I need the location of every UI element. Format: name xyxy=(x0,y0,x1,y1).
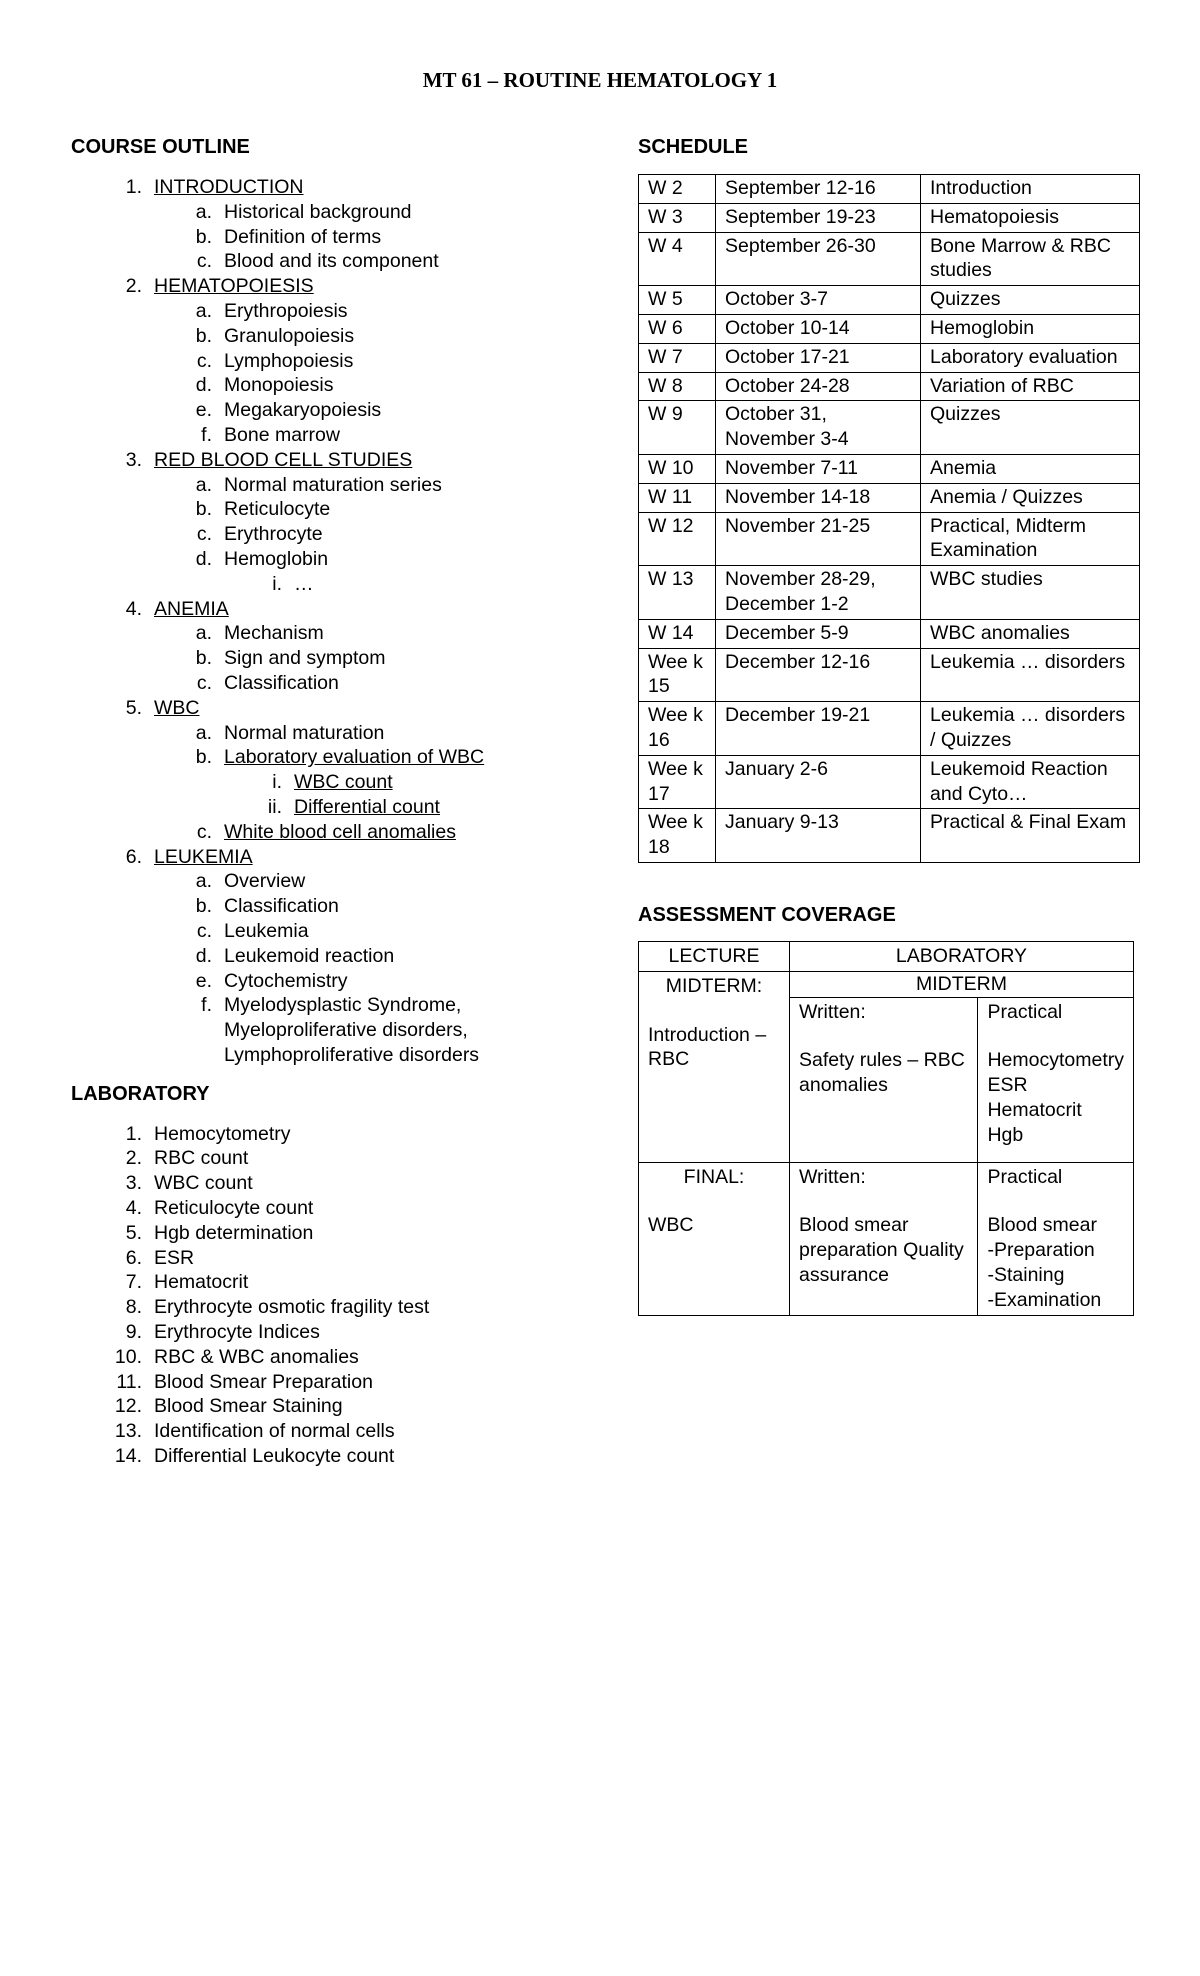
outline-item-label: WBC count xyxy=(294,771,393,794)
outline-item-label: Hemoglobin xyxy=(224,547,329,570)
outline-item xyxy=(71,398,611,423)
outline-item-number: c. xyxy=(196,250,212,273)
laboratory-item-label: Differential Leukocyte count xyxy=(154,1445,395,1468)
schedule-topic: Bone Marrow & RBC studies xyxy=(921,232,1140,286)
laboratory-item-number: 12. xyxy=(114,1395,142,1418)
schedule-row xyxy=(639,566,1140,620)
schedule-dates: December 5-9 xyxy=(716,619,921,648)
outline-item-label: Classification xyxy=(224,671,339,694)
schedule-topic: Leukemoid Reaction and Cyto… xyxy=(921,755,1140,809)
schedule-row xyxy=(639,232,1140,286)
outline-item xyxy=(71,572,611,597)
schedule-dates: September 19-23 xyxy=(716,203,921,232)
laboratory-item-number: 7. xyxy=(125,1271,142,1294)
laboratory-item-label: Identification of normal cells xyxy=(154,1420,395,1443)
schedule-dates: January 9-13 xyxy=(716,809,921,863)
outline-item-label: Reticulocyte xyxy=(224,498,331,521)
schedule-week: W 14 xyxy=(639,619,716,648)
outline-item-label: Megakaryopoiesis xyxy=(224,399,382,422)
laboratory-item-label: Hemocytometry xyxy=(154,1122,291,1145)
outline-item xyxy=(71,373,611,398)
laboratory-list xyxy=(71,1122,611,1469)
schedule-dates: October 31, November 3-4 xyxy=(716,401,921,455)
outline-item-number: 6. xyxy=(125,845,142,868)
assessment-header-row xyxy=(639,941,1134,971)
schedule-topic: WBC anomalies xyxy=(921,619,1140,648)
schedule-row xyxy=(639,203,1140,232)
midterm-written-label: Written: xyxy=(799,1000,866,1023)
outline-item xyxy=(71,646,611,671)
final-row xyxy=(639,1162,1134,1315)
schedule-dates: September 26-30 xyxy=(716,232,921,286)
schedule-row xyxy=(639,454,1140,483)
outline-item xyxy=(71,497,611,522)
outline-item-number: a. xyxy=(195,200,212,223)
schedule-row xyxy=(639,512,1140,566)
outline-item-label: Differential count xyxy=(294,795,440,818)
outline-item-number: f. xyxy=(201,423,212,446)
schedule-week: W 4 xyxy=(639,232,716,286)
schedule-topic: Quizzes xyxy=(921,401,1140,455)
schedule-week: Wee k 15 xyxy=(639,648,716,702)
outline-item xyxy=(71,299,611,324)
schedule-week: Wee k 18 xyxy=(639,809,716,863)
outline-item-number: ii. xyxy=(267,795,282,818)
assessment-table xyxy=(638,941,1134,1316)
schedule-row xyxy=(639,483,1140,512)
outline-item-number: c. xyxy=(196,349,212,372)
laboratory-item xyxy=(71,1196,611,1221)
schedule-dates: September 12-16 xyxy=(716,175,921,204)
midterm-practical-cell xyxy=(978,997,1134,1162)
schedule-dates: November 28-29, December 1-2 xyxy=(716,566,921,620)
outline-item-number: d. xyxy=(195,374,212,397)
schedule-topic: Laboratory evaluation xyxy=(921,343,1140,372)
schedule-week: W 13 xyxy=(639,566,716,620)
schedule-row xyxy=(639,648,1140,702)
schedule-week: W 3 xyxy=(639,203,716,232)
outline-item-number: 2. xyxy=(125,275,142,298)
schedule-topic: Practical & Final Exam xyxy=(921,809,1140,863)
outline-item-label: Definition of terms xyxy=(224,225,382,248)
schedule-row xyxy=(639,372,1140,401)
midterm-lecture-topic: Introduction – RBC xyxy=(648,1023,767,1071)
laboratory-item-number: 13. xyxy=(114,1420,142,1443)
outline-item-number: c. xyxy=(196,523,212,546)
outline-item xyxy=(71,249,611,274)
schedule-week: W 8 xyxy=(639,372,716,401)
outline-item xyxy=(71,845,611,870)
schedule-topic: Introduction xyxy=(921,175,1140,204)
schedule-dates: November 21-25 xyxy=(716,512,921,566)
final-practical-cell xyxy=(978,1162,1134,1315)
outline-item-label: Cytochemistry xyxy=(224,969,348,992)
laboratory-item-number: 11. xyxy=(116,1370,142,1393)
schedule-topic: Leukemia … disorders / Quizzes xyxy=(921,702,1140,756)
outline-item-label: Lymphopoiesis xyxy=(224,349,354,372)
schedule-week: W 9 xyxy=(639,401,716,455)
course-outline-list xyxy=(71,175,611,1068)
schedule-week: W 5 xyxy=(639,286,716,315)
outline-item xyxy=(71,225,611,250)
laboratory-item xyxy=(71,1419,611,1444)
laboratory-item-number: 4. xyxy=(125,1197,142,1220)
outline-item xyxy=(71,597,611,622)
outline-item-label: Sign and symptom xyxy=(224,647,386,670)
schedule-heading: SCHEDULE xyxy=(638,136,749,158)
laboratory-item-label: RBC & WBC anomalies xyxy=(154,1345,359,1368)
laboratory-item-label: Erythrocyte Indices xyxy=(154,1321,320,1344)
outline-item-label: Historical background xyxy=(224,200,412,223)
outline-item xyxy=(71,919,611,944)
outline-item-number: c. xyxy=(196,919,212,942)
outline-item-label: RED BLOOD CELL STUDIES xyxy=(154,448,413,471)
outline-item-label: … xyxy=(294,572,314,595)
outline-item-label: HEMATOPOIESIS xyxy=(154,275,314,298)
outline-item-number: 3. xyxy=(125,448,142,471)
outline-item-number: a. xyxy=(195,622,212,645)
outline-item-label: Classification xyxy=(224,895,339,918)
laboratory-item xyxy=(71,1221,611,1246)
laboratory-item xyxy=(71,1122,611,1147)
midterm-written-cell xyxy=(790,997,978,1162)
outline-item-label: Overview xyxy=(224,870,306,893)
outline-item xyxy=(71,448,611,473)
final-written-label: Written: xyxy=(799,1165,866,1188)
midterm-lecture-cell xyxy=(639,971,790,1162)
outline-item xyxy=(71,795,611,820)
schedule-topic: Practical, Midterm Examination xyxy=(921,512,1140,566)
outline-item xyxy=(71,745,611,770)
outline-item-number: i. xyxy=(272,572,282,595)
laboratory-item-number: 2. xyxy=(125,1147,142,1170)
laboratory-item-label: Blood Smear Staining xyxy=(154,1395,343,1418)
laboratory-item-label: RBC count xyxy=(154,1147,249,1170)
schedule-topic: WBC studies xyxy=(921,566,1140,620)
schedule-row xyxy=(639,702,1140,756)
assessment-heading: ASSESSMENT COVERAGE xyxy=(638,903,896,926)
schedule-row xyxy=(639,755,1140,809)
laboratory-item xyxy=(71,1270,611,1295)
schedule-week: W 11 xyxy=(639,483,716,512)
schedule-week: Wee k 17 xyxy=(639,755,716,809)
midterm-practical-topics: Hemocytometry ESR Hematocrit Hgb xyxy=(987,1049,1124,1146)
midterm-lab-label: MIDTERM xyxy=(790,971,1134,997)
outline-item-number: b. xyxy=(195,746,212,769)
outline-item-label: Granulopoiesis xyxy=(224,324,355,347)
lecture-header: LECTURE xyxy=(639,941,790,971)
outline-item xyxy=(71,993,611,1067)
outline-item-number: 1. xyxy=(125,176,142,198)
laboratory-item-label: WBC count xyxy=(154,1172,253,1195)
schedule-dates: January 2-6 xyxy=(716,755,921,809)
outline-item-label: ANEMIA xyxy=(154,597,229,620)
outline-item xyxy=(71,324,611,349)
schedule-dates: December 19-21 xyxy=(716,702,921,756)
schedule-week: W 6 xyxy=(639,314,716,343)
schedule-row xyxy=(639,286,1140,315)
schedule-week: W 7 xyxy=(639,343,716,372)
schedule-dates: October 17-21 xyxy=(716,343,921,372)
outline-item-label: Monopoiesis xyxy=(224,374,334,397)
outline-item-label: Bone marrow xyxy=(224,423,340,446)
outline-item-number: a. xyxy=(195,870,212,893)
schedule-dates: October 24-28 xyxy=(716,372,921,401)
laboratory-item-label: Reticulocyte count xyxy=(154,1197,314,1220)
laboratory-item xyxy=(71,1295,611,1320)
schedule-dates: October 10-14 xyxy=(716,314,921,343)
schedule-dates: October 3-7 xyxy=(716,286,921,315)
outline-item xyxy=(71,349,611,374)
outline-item-number: a. xyxy=(195,721,212,744)
outline-item xyxy=(71,770,611,795)
outline-item-number: d. xyxy=(195,944,212,967)
outline-item-label: Leukemia xyxy=(224,919,309,942)
laboratory-item-number: 10. xyxy=(114,1345,142,1368)
outline-item xyxy=(71,274,611,299)
schedule-week: W 2 xyxy=(639,175,716,204)
laboratory-header: LABORATORY xyxy=(790,941,1134,971)
laboratory-item xyxy=(71,1171,611,1196)
outline-item-label: Mechanism xyxy=(224,622,324,645)
final-written-cell xyxy=(790,1162,978,1315)
outline-item-number: e. xyxy=(195,399,212,422)
outline-item-label: Erythropoiesis xyxy=(224,299,348,322)
laboratory-item-number: 14. xyxy=(114,1445,142,1468)
final-lecture-label: FINAL: xyxy=(683,1165,745,1188)
laboratory-item-label: Erythrocyte osmotic fragility test xyxy=(154,1296,430,1319)
outline-item-number: d. xyxy=(195,547,212,570)
outline-item xyxy=(71,423,611,448)
outline-item-number: b. xyxy=(195,647,212,670)
schedule-table xyxy=(638,174,1140,863)
outline-item-number: e. xyxy=(195,969,212,992)
schedule-week: W 12 xyxy=(639,512,716,566)
schedule-topic: Quizzes xyxy=(921,286,1140,315)
laboratory-heading: LABORATORY xyxy=(71,1082,210,1105)
laboratory-item xyxy=(71,1146,611,1171)
outline-item xyxy=(71,473,611,498)
outline-item xyxy=(71,696,611,721)
schedule-row xyxy=(639,175,1140,204)
outline-item-number: 4. xyxy=(125,597,142,620)
laboratory-item-label: ESR xyxy=(154,1246,195,1269)
outline-item-label: WBC xyxy=(154,696,200,719)
final-practical-topics: Blood smear -Preparation -Staining -Examination xyxy=(987,1214,1102,1311)
outline-item-number: a. xyxy=(195,473,212,496)
outline-item xyxy=(71,671,611,696)
outline-item xyxy=(71,200,611,225)
schedule-topic: Leukemia … disorders xyxy=(921,648,1140,702)
schedule-row xyxy=(639,314,1140,343)
outline-item-label: Normal maturation series xyxy=(224,473,442,496)
laboratory-item xyxy=(71,1444,611,1469)
outline-item-number: a. xyxy=(195,299,212,322)
laboratory-item-number: 8. xyxy=(125,1296,142,1319)
outline-item-number: c. xyxy=(196,820,212,843)
course-outline-heading: COURSE OUTLINE xyxy=(71,136,250,158)
outline-item-label: Blood and its component xyxy=(224,250,439,273)
outline-item-label: Erythrocyte xyxy=(224,523,323,546)
outline-item-number: b. xyxy=(195,324,212,347)
midterm-row xyxy=(639,971,1134,997)
outline-item-number: b. xyxy=(195,498,212,521)
laboratory-item xyxy=(71,1394,611,1419)
outline-item-number: b. xyxy=(195,225,212,248)
schedule-row xyxy=(639,343,1140,372)
laboratory-item-label: Hgb determination xyxy=(154,1221,314,1244)
schedule-topic: Variation of RBC xyxy=(921,372,1140,401)
outline-item xyxy=(71,721,611,746)
outline-item xyxy=(71,547,611,572)
schedule-topic: Hematopoiesis xyxy=(921,203,1140,232)
schedule-row xyxy=(639,619,1140,648)
laboratory-item-label: Hematocrit xyxy=(154,1271,249,1294)
outline-item xyxy=(71,820,611,845)
outline-item xyxy=(71,969,611,994)
laboratory-item xyxy=(71,1246,611,1271)
laboratory-item xyxy=(71,1320,611,1345)
final-practical-label: Practical xyxy=(987,1165,1063,1188)
outline-item-number: c. xyxy=(196,671,212,694)
document-title: MT 61 – ROUTINE HEMATOLOGY 1 xyxy=(422,68,778,92)
left-column xyxy=(71,135,611,1469)
laboratory-item-number: 3. xyxy=(125,1172,142,1195)
outline-item xyxy=(71,175,611,200)
outline-item-label: White blood cell anomalies xyxy=(224,820,456,843)
laboratory-item-number: 9. xyxy=(125,1321,142,1344)
outline-item xyxy=(71,944,611,969)
outline-item xyxy=(71,894,611,919)
laboratory-item-number: 6. xyxy=(125,1246,142,1269)
outline-item-label: INTRODUCTION xyxy=(154,176,304,198)
schedule-topic: Anemia / Quizzes xyxy=(921,483,1140,512)
schedule-topic: Hemoglobin xyxy=(921,314,1140,343)
schedule-topic: Anemia xyxy=(921,454,1140,483)
right-column xyxy=(638,135,1148,1316)
schedule-week: Wee k 16 xyxy=(639,702,716,756)
final-lecture-topic: WBC xyxy=(648,1214,694,1237)
outline-item xyxy=(71,621,611,646)
laboratory-item-number: 5. xyxy=(125,1221,142,1244)
midterm-lecture-label: MIDTERM: xyxy=(665,974,763,997)
outline-item-number: f. xyxy=(201,994,212,1017)
schedule-week: W 10 xyxy=(639,454,716,483)
laboratory-item xyxy=(71,1370,611,1395)
outline-item xyxy=(71,869,611,894)
outline-item-label: Myelodysplastic Syndrome, Myeloproliferative disorders, Lymphoproliferative disorders xyxy=(224,994,480,1066)
outline-item-label: Leukemoid reaction xyxy=(224,944,395,967)
outline-item xyxy=(71,522,611,547)
schedule-row xyxy=(639,809,1140,863)
laboratory-item-number: 1. xyxy=(125,1122,142,1145)
outline-item-label: Normal maturation xyxy=(224,721,385,744)
outline-item-label: LEUKEMIA xyxy=(154,845,253,868)
laboratory-item xyxy=(71,1345,611,1370)
final-lecture-cell xyxy=(639,1162,790,1315)
outline-item-number: b. xyxy=(195,895,212,918)
outline-item-label: Laboratory evaluation of WBC xyxy=(224,746,485,769)
final-written-topic: Blood smear preparation Quality assurance xyxy=(799,1214,964,1286)
laboratory-item-label: Blood Smear Preparation xyxy=(154,1370,373,1393)
midterm-practical-label: Practical xyxy=(987,1000,1063,1023)
outline-item-number: i. xyxy=(272,771,282,794)
schedule-dates: November 14-18 xyxy=(716,483,921,512)
schedule-row xyxy=(639,401,1140,455)
midterm-written-topic: Safety rules – RBC anomalies xyxy=(799,1049,965,1097)
schedule-dates: December 12-16 xyxy=(716,648,921,702)
schedule-dates: November 7-11 xyxy=(716,454,921,483)
outline-item-number: 5. xyxy=(125,696,142,719)
